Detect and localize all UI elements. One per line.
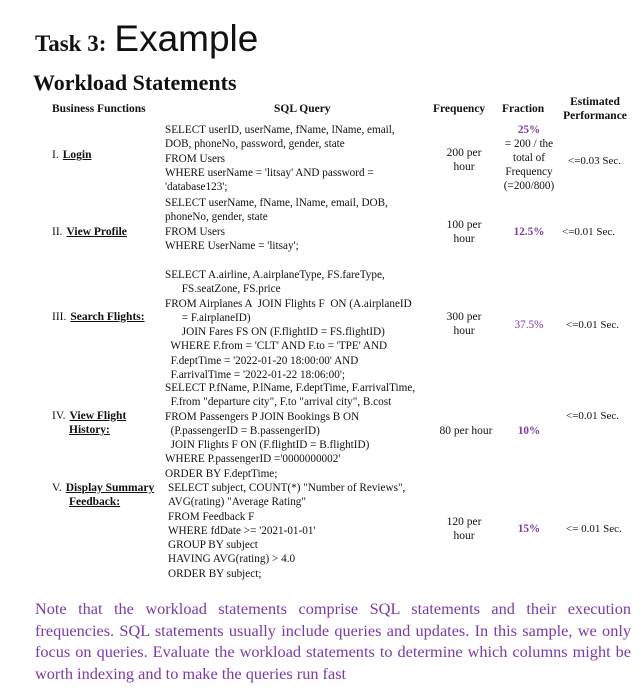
row-number: V. xyxy=(52,482,62,494)
fraction-view-flight-history xyxy=(494,424,564,438)
fraction-display-summary-feedback xyxy=(494,522,564,536)
sql-query-search-flights: SELECT A.airline, A.airplaneType, FS.fareType, FS.seatZone, FS.price FROM Airplanes A JOIN Flights F ON (A.airplaneID = F.airplaneID) JOIN Fares FS ON (F.flightID = FS.flightID) WHERE F.from = 'CLT' AND F.to = 'TPE' AND F.deptTime = '2022-01-20 18:00:00' AND F.arrivalTime = '2022-01-22 18:06:00'; xyxy=(165,269,412,382)
function-login xyxy=(52,148,91,162)
function-link-display-summary[interactable]: Display Summary xyxy=(65,482,155,494)
sql-query-view-profile: SELECT userName, fName, lName, email, DOB, phoneNo, gender, state FROM Users WHERE UserName = 'litsay'; xyxy=(165,197,388,252)
fraction-search-flights xyxy=(494,318,564,332)
column-header-frequency: Frequency xyxy=(433,103,486,115)
page-title xyxy=(35,18,258,60)
row-number: I. xyxy=(52,149,59,161)
note-paragraph: Note that the workload statements comprise SQL statements and their execution frequencies. SQL statements usually include queries and updates. In this sample, we only focus on queries. Evaluate the workload statements to determine which columns might be worth indexing and to make the queries run fast xyxy=(35,599,631,683)
performance-search-flights: <=0.01 Sec. xyxy=(566,319,620,331)
function-search-flights xyxy=(52,310,145,324)
function-link-view-flight[interactable]: View Flight xyxy=(69,410,127,422)
function-view-profile xyxy=(52,225,127,239)
performance-login: <=0.03 Sec. xyxy=(568,155,622,167)
fraction-value: 15% xyxy=(517,523,541,535)
frequency-search-flights: 300 per hour xyxy=(446,311,482,337)
sql-query-login: SELECT userID, userName, fName, lName, email, DOB, phoneNo, password, gender, state FROM Users WHERE userName = 'litsay' AND password = 'database123'; xyxy=(165,124,395,194)
performance-display-summary-feedback: <= 0.01 Sec. xyxy=(566,523,622,535)
function-view-flight-history xyxy=(52,409,126,437)
function-display-summary-feedback xyxy=(52,481,154,509)
function-link-search-flights[interactable]: Search Flights: xyxy=(70,311,145,323)
section-title: Workload Statements xyxy=(33,70,237,95)
performance-view-profile: <=0.01 Sec. xyxy=(562,226,616,238)
sql-query-display-summary-feedback: SELECT subject, COUNT(*) "Number of Reviews", AVG(rating) "Average Rating" FROM Feedback F WHERE fdDate >= '2021-01-01' GROUP BY subject HAVING AVG(rating) > 4.0 ORDER BY subject; xyxy=(168,482,406,580)
function-link-history[interactable]: History: xyxy=(69,424,110,436)
fraction-login xyxy=(494,123,564,193)
fraction-value: 10% xyxy=(517,425,541,437)
fraction-value: 25% xyxy=(517,124,541,136)
frequency-display-summary-feedback: 120 per hour xyxy=(446,516,482,542)
row-number: III. xyxy=(52,311,67,323)
column-header-business-functions: Business Functions xyxy=(52,103,146,115)
column-header-estimated-performance: Estimated Performance xyxy=(563,96,627,122)
frequency-login: 200 per hour xyxy=(446,147,482,173)
frequency-view-flight-history: 80 per hour xyxy=(439,425,493,437)
frequency-view-profile: 100 per hour xyxy=(446,219,482,245)
row-number: IV. xyxy=(52,410,66,422)
row-number: II. xyxy=(52,226,63,238)
example-label: Example xyxy=(114,18,259,59)
function-link-view-profile[interactable]: View Profile xyxy=(66,226,127,238)
function-link-feedback[interactable]: Feedback: xyxy=(69,496,121,508)
fraction-value: 12.5% xyxy=(513,226,545,238)
function-link-login[interactable]: Login xyxy=(62,149,92,161)
column-header-sql-query: SQL Query xyxy=(274,103,331,115)
fraction-explanation: = 200 / the total of Frequency (=200/800) xyxy=(503,138,555,192)
column-header-fraction: Fraction xyxy=(502,103,545,115)
fraction-value: 37.5% xyxy=(514,319,544,331)
sql-query-view-flight-history: SELECT P.fName, P.lName, F.deptTime, F.arrivalTime, F.from "departure city", F.to "arrival city", B.cost FROM Passengers P JOIN Bookings B ON (P.passengerID = B.passengerID) JOIN Flights F ON (F.flightID = B.flightID) WHERE P.passengerID ='0000000002' ORDER BY F.deptTime; xyxy=(165,382,416,480)
task-label: Task 3: xyxy=(35,31,107,56)
performance-view-flight-history: <=0.01 Sec. xyxy=(566,410,620,422)
fraction-view-profile xyxy=(494,225,564,239)
